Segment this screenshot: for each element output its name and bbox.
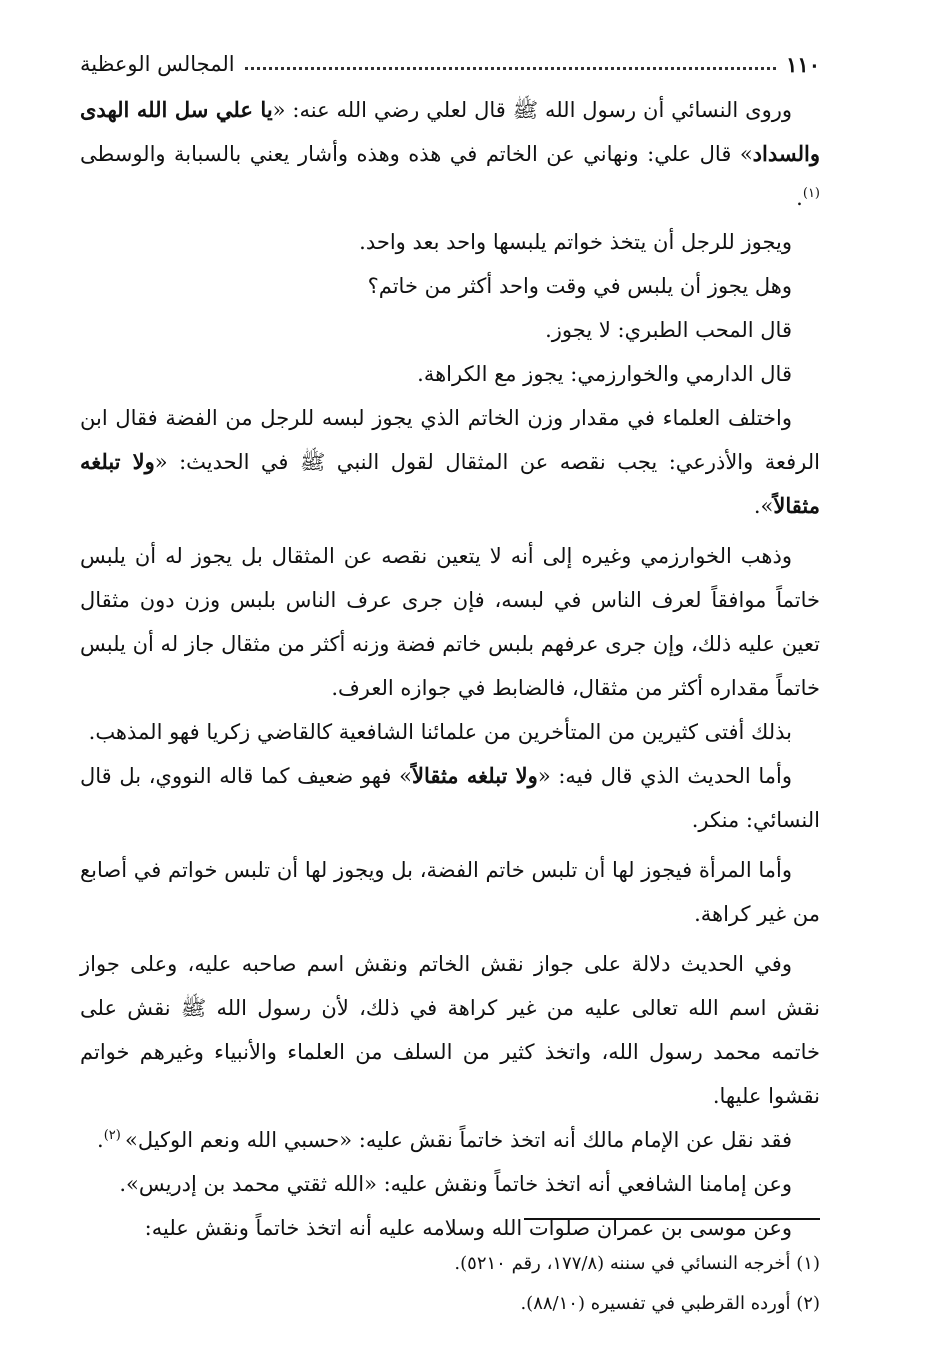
paragraph <box>80 88 820 220</box>
text-run: ». <box>753 494 774 518</box>
paragraph <box>80 308 820 352</box>
text-run: بذلك أفتى كثيرين من المتأخرين من علمائنا الشافعية كالقاضي زكريا فهو المذهب. <box>88 720 792 744</box>
text-run: وعن إمامنا الشافعي أنه اتخذ خاتماً ونقش عليه: «الله ثقتي محمد بن إدريس». <box>119 1172 792 1196</box>
paragraph <box>80 352 820 396</box>
hadith-quote: يا علي سل الله الهدى والسداد <box>80 97 820 166</box>
text-run: واختلف العلماء في مقدار وزن الخاتم الذي يجوز لبسه للرجل من الفضة فقال ابن الرفعة والأذرعي: يجب نقصه عن المثقال لقول النبي ﷺ في الحديث: « <box>80 406 821 474</box>
text-run: ويجوز للرجل أن يتخذ خواتم يلبسها واحد بعد واحد. <box>359 230 792 254</box>
footnote-separator <box>524 1218 820 1220</box>
text-run: . <box>97 1128 104 1152</box>
hadith-quote: ولا تبلغه مثقالاً <box>80 449 820 518</box>
footnote-ref: (٢) <box>103 1128 125 1143</box>
paragraph <box>80 1162 820 1206</box>
paragraph <box>80 220 820 264</box>
text-run: وعن موسى بن عمران صلوات الله وسلامه عليه أنه اتخذ خاتماً ونقش عليه: <box>144 1216 792 1240</box>
text-run: قال المحب الطبري: لا يجوز. <box>545 318 792 342</box>
header-dotted-leader <box>245 67 777 70</box>
text-run: وهل يجوز أن يلبس في وقت واحد أكثر من خاتم؟ <box>367 274 792 298</box>
text-run: . <box>796 186 803 210</box>
text-run: وذهب الخوارزمي وغيره إلى أنه لا يتعين نقصه عن المثقال بل يجوز له أن يلبس خاتماً موافقاً لعرف الناس في لبسه، فإن جرى عرف الناس بلبس وزن دون مثقال تعين عليه ذلك، وإن جرى عرفهم بلبس خاتم فضة وزنه أكثر من مثقال جاز له أن يلبس خاتماً مقداره أكثر من مثقال، فالضابط في جوازه العرف. <box>80 544 820 700</box>
text-run: » فهو ضعيف كما قاله النووي، بل قال النسائي: منكر. <box>80 764 820 832</box>
paragraph <box>80 1118 820 1162</box>
page-number: ١١٠ <box>786 51 820 77</box>
running-title: المجالس الوعظية <box>80 52 235 76</box>
paragraph <box>80 754 820 842</box>
paragraph <box>80 848 820 936</box>
body-text <box>80 88 820 1250</box>
paragraph <box>80 942 820 1118</box>
running-header <box>80 44 820 84</box>
text-run: وأما الحديث الذي قال فيه: « <box>537 764 792 788</box>
text-run: فقد نقل عن الإمام مالك أنه اتخذ خاتماً نقش عليه: «حسبي الله ونعم الوكيل» <box>124 1128 792 1152</box>
paragraph <box>80 264 820 308</box>
text-run: وأما المرأة فيجوز لها أن تلبس خاتم الفضة، بل ويجوز لها أن تلبس خواتم في أصابع من غير كراهة. <box>80 858 820 926</box>
footnotes <box>80 1244 820 1324</box>
footnote: (١) أخرجه النسائي في سننه (١٧٧/٨، رقم ٥٢١٠). <box>454 1253 820 1274</box>
paragraph <box>80 534 820 710</box>
text-run: وفي الحديث دلالة على جواز نقش الخاتم ونقش اسم صاحبه عليه، وعلى جواز نقش اسم الله تعالى عليه من غير كراهة في ذلك، لأن رسول الله ﷺ نقش على خاتمه محمد رسول الله، واتخذ كثير من السلف من العلماء والأنبياء وغيرهم خواتم نقشوا عليها. <box>80 952 820 1108</box>
text-run: » قال علي: ونهاني عن الخاتم في هذه وهذه وأشار يعني بالسبابة والوسطى <box>80 142 753 166</box>
footnote: (٢) أورده القرطبي في تفسيره (٨٨/١٠). <box>520 1293 820 1314</box>
paragraph <box>80 396 820 528</box>
paragraph <box>80 710 820 754</box>
hadith-quote: ولا تبلغه مثقالاً <box>411 763 538 788</box>
text-run: قال الدارمي والخوارزمي: يجوز مع الكراهة. <box>417 362 792 386</box>
text-run: وروى النسائي أن رسول الله ﷺ قال لعلي رضي الله عنه: « <box>272 98 792 122</box>
footnote-ref: (١) <box>802 186 820 201</box>
